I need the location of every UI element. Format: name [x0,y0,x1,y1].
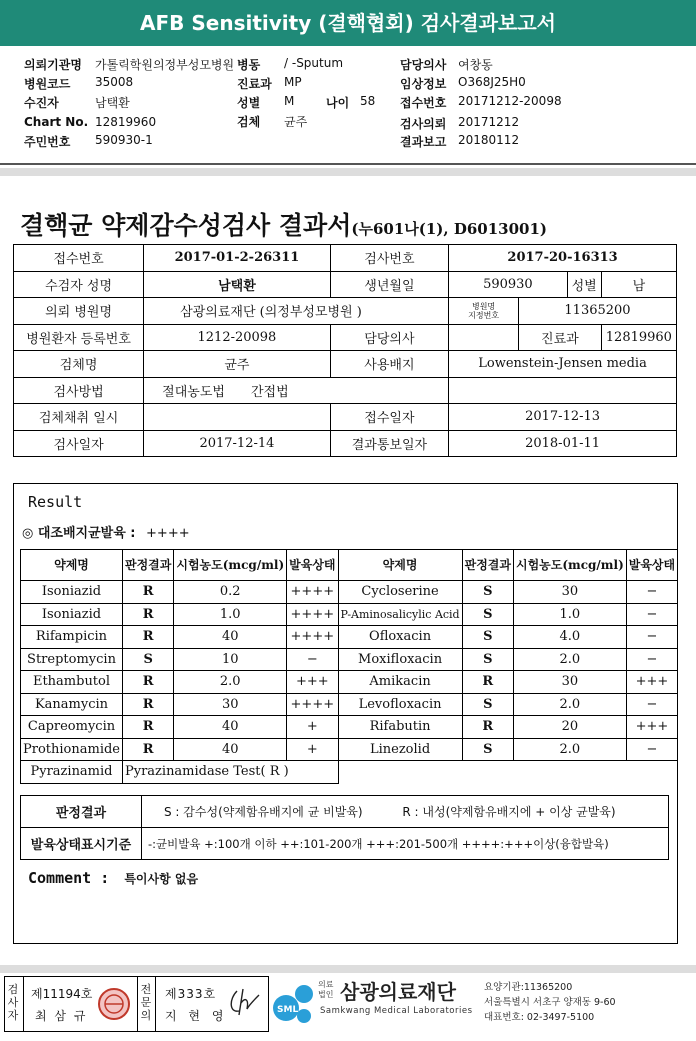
dept-label: 진료과 [519,324,602,351]
org-prefix-2: 법인 [318,990,334,999]
specimen-value: 균주 [284,115,308,129]
institution-label: 의뢰기관명 [24,58,82,72]
department-label: 진료과 [237,77,272,91]
drug-conc: 40 [174,738,287,761]
drug-name: Rifampicin [21,626,123,649]
department-value: MP [284,75,302,89]
org-code: 요양기관:11365200 [484,982,573,993]
drug-result: R [462,671,513,694]
specimen-label: 검체 [237,115,261,129]
drug-table [20,549,678,784]
drug-result: R [123,738,174,761]
patient-value: 남택환 [95,96,130,110]
sex-value: 남 [601,271,676,298]
judgement-r: R : 내성(약제함유배지에 + 이상 균발육) [402,805,616,819]
conc-header: 시험농도(mcg/ml) [513,550,626,581]
clinical-info-label: 임상정보 [400,77,447,91]
institution-value: 가톨릭학원의정부성모병원 [95,58,235,72]
hospital-code-value: 35008 [95,75,134,89]
drug-growth: − [626,738,677,761]
drug-conc: 1.0 [513,603,626,626]
drug-row [21,693,678,716]
drug-growth: − [626,603,677,626]
reg-no: 1212-20098 [144,324,331,351]
drug-result: R [123,581,174,604]
accept-label: 접수일자 [330,404,448,431]
drug-name: Isoniazid [21,581,123,604]
control-growth [22,522,190,541]
drug-result: S [462,738,513,761]
report-date-value: 20180112 [458,133,520,147]
drug-name: Isoniazid [21,603,123,626]
org-prefix-1: 의료 [318,980,334,989]
age-value: 58 [360,94,376,108]
growth-criteria-text: -:균비발육 +:100개 이하 ++:101-200개 +++:201-500개 ++++:+++이상(융합발육) [142,828,669,860]
reg-no-label: 병원환자 등록번호 [14,324,144,351]
drug-result: R [123,671,174,694]
age-label: 나이 [326,96,350,110]
hospital-code-label: 병원코드 [24,77,71,91]
drug-result: S [123,648,174,671]
request-date-value: 20171212 [458,115,520,129]
sex-label: 성별 [237,96,261,110]
drug-row [21,671,678,694]
drug-conc: 2.0 [513,738,626,761]
judgement-label: 판정결과 [21,796,142,828]
doc-code: (누601나(1), D6013001) [351,220,547,238]
signature-icon [225,985,263,1021]
drug-result: S [462,693,513,716]
receipt-no-label: 접수번호 [400,96,447,110]
drug-name: Linezolid [338,738,462,761]
org-english: Samkwang Medical Laboratories [320,1006,473,1016]
divider [0,163,696,165]
drug-result: R [123,716,174,739]
divider [137,977,138,1031]
drug-name: Levofloxacin [338,693,462,716]
notify-label: 결과통보일자 [330,430,448,457]
drug-conc: 4.0 [513,626,626,649]
request-date-label: 검사의뢰 [400,117,447,131]
patient-label: 수검자 성명 [14,271,144,298]
drug-growth: − [287,648,338,671]
method-2: 간접법 [250,384,289,400]
drug-growth: − [626,693,677,716]
drug-name: Streptomycin [21,648,123,671]
birth-label: 생년월일 [330,271,448,298]
judgement-text [142,796,669,828]
drug-name: Ofloxacin [338,626,462,649]
examiner-name: 최 삼 규 [35,1009,88,1023]
test-date-label: 검사일자 [14,430,144,457]
hospital-label: 의뢰 병원명 [14,298,144,325]
drug-growth: ++++ [287,581,338,604]
drug-name: Capreomycin [21,716,123,739]
resident-no-label: 주민번호 [24,135,71,149]
drug-conc: 30 [513,671,626,694]
conc-header: 시험농도(mcg/ml) [174,550,287,581]
clinical-info-value: O368J25H0 [458,75,526,89]
org-phone: 대표번호: 02-3497-5100 [484,1012,595,1023]
drug-growth: ++++ [287,626,338,649]
specimen-value: 균주 [144,351,331,378]
drug-name: Rifabutin [338,716,462,739]
collect-label: 검체채취 일시 [14,404,144,431]
drug-header: 약제명 [21,550,123,581]
footer-divider [0,965,696,973]
drug-growth: ++++ [287,693,338,716]
drug-conc: 30 [513,581,626,604]
org-prefix [318,980,333,1000]
growth-criteria-label: 발육상태표시기준 [21,828,142,860]
drug-row [21,648,678,671]
drug-conc: 2.0 [513,693,626,716]
comment-label: Comment : [28,869,110,887]
specimen-label: 검체명 [14,351,144,378]
examiner-seal-icon [97,987,131,1021]
chart-no-label: Chart No. [24,115,89,129]
drug-name: Ethambutol [21,671,123,694]
drug-result: R [462,716,513,739]
patient-label: 수진자 [24,96,59,110]
method-blank [449,377,677,404]
hospital-id-label [449,298,519,325]
drug-growth: + [287,716,338,739]
drug-row [21,738,678,761]
result-header: 판정결과 [123,550,174,581]
drug-conc: 1.0 [174,603,287,626]
drug-conc: 2.0 [513,648,626,671]
drug-result: S [462,626,513,649]
accept-value: 2017-12-13 [449,404,677,431]
judgement-s: S : 감수성(약제함유배지에 균 비발육) [164,805,363,819]
drug-conc: 40 [174,626,287,649]
control-growth-label: ◎ 대조배지균발육 : [22,526,136,541]
chart-no-value: 12819960 [95,115,157,129]
result-header: 판정결과 [462,550,513,581]
doctor-value: 여창동 [458,58,493,72]
growth-header: 발육상태 [287,550,338,581]
hospital-id: 11365200 [519,298,677,325]
org-contact [484,980,616,1025]
test-no-label: 검사번호 [330,245,448,272]
drug-conc: 20 [513,716,626,739]
drug-name: Kanamycin [21,693,123,716]
document-title [20,206,547,242]
drug-row [21,626,678,649]
drug-growth: − [626,581,677,604]
specialist-name: 지 현 영 [165,1009,228,1023]
method-label: 검사방법 [14,377,144,404]
result-label: Result [28,493,83,511]
comment [28,869,198,887]
org-address: 서울특별시 서초구 양재동 9-60 [484,997,616,1008]
notify-date: 2018-01-11 [449,430,677,457]
legend-table [20,795,669,860]
specialist-no: 제333호 [165,987,217,1001]
receipt-no: 2017-01-2-26311 [144,245,331,272]
media-label: 사용배지 [330,351,448,378]
examiner-no: 제11194호 [31,987,93,1001]
drug-conc: 2.0 [174,671,287,694]
drug-result: S [462,603,513,626]
sex-value: M [284,94,295,108]
pyrazinamidase-result: Pyrazinamidase Test( R ) [123,761,339,784]
drug-name: Moxifloxacin [338,648,462,671]
doctor-value [449,324,519,351]
drug-growth: ++++ [287,603,338,626]
test-date: 2017-12-14 [144,430,331,457]
drug-conc: 10 [174,648,287,671]
org-name: 삼광의료재단 [340,980,456,1004]
sml-logo-text: SML [277,1005,299,1015]
drug-name: Pyrazinamid [21,761,123,784]
report-title: AFB Sensitivity (결핵협회) 검사결과보고서 [0,0,696,46]
method-1: 절대농도법 [162,384,225,400]
divider [0,168,696,176]
drug-result: R [123,693,174,716]
test-no: 2017-20-16313 [449,245,677,272]
drug-name: P-Aminosalicylic Acid [338,603,462,626]
hospital-id-label-1: 병원명 [471,301,496,311]
drug-row [21,716,678,739]
ward-label: 병동 [237,58,261,72]
hospital-name: 삼광의료재단 (의정부성모병원 ) [144,298,449,325]
control-growth-value: ++++ [146,526,190,541]
drug-growth: − [626,626,677,649]
drug-name: Cycloserine [338,581,462,604]
receipt-no-label: 접수번호 [14,245,144,272]
drug-growth: +++ [287,671,338,694]
method-value [144,377,449,404]
signature-box [4,976,269,1032]
sex-label: 성별 [567,271,601,298]
doc-title-text: 결핵균 약제감수성검사 결과서 [20,211,352,240]
media-value: Lowenstein-Jensen media [449,351,677,378]
sml-logo-icon [272,978,316,1028]
drug-conc: 0.2 [174,581,287,604]
hospital-id-label-2: 지정번호 [468,310,500,320]
drug-result: R [123,626,174,649]
birth-date: 590930 [449,271,567,298]
resident-no-value: 590930-1 [95,133,153,147]
drug-result: S [462,581,513,604]
drug-result: S [462,648,513,671]
dept-value: 12819960 [601,324,676,351]
drug-conc: 30 [174,693,287,716]
info-table [13,244,677,457]
patient-name: 남택환 [144,271,331,298]
drug-growth: − [626,648,677,671]
doctor-label: 담당의사 [400,58,447,72]
drug-result: R [123,603,174,626]
drug-conc: 40 [174,716,287,739]
growth-header: 발육상태 [626,550,677,581]
divider [155,977,156,1031]
collect-value [144,404,331,431]
receipt-no-value: 20171212-20098 [458,94,562,108]
drug-row [21,581,678,604]
comment-text: 특이사항 없음 [124,872,199,886]
doctor-label: 담당의사 [330,324,448,351]
specialist-label: 전문의 [140,983,152,1022]
examiner-label: 검사자 [7,983,19,1022]
drug-name: Prothionamide [21,738,123,761]
drug-header: 약제명 [338,550,462,581]
drug-growth: + [287,738,338,761]
drug-name: Amikacin [338,671,462,694]
report-date-label: 결과보고 [400,135,447,149]
ward-value: / -Sputum [284,56,344,70]
divider [23,977,24,1031]
drug-growth: +++ [626,671,677,694]
drug-blank [338,761,678,784]
drug-growth: +++ [626,716,677,739]
drug-row [21,761,678,784]
drug-row [21,603,678,626]
